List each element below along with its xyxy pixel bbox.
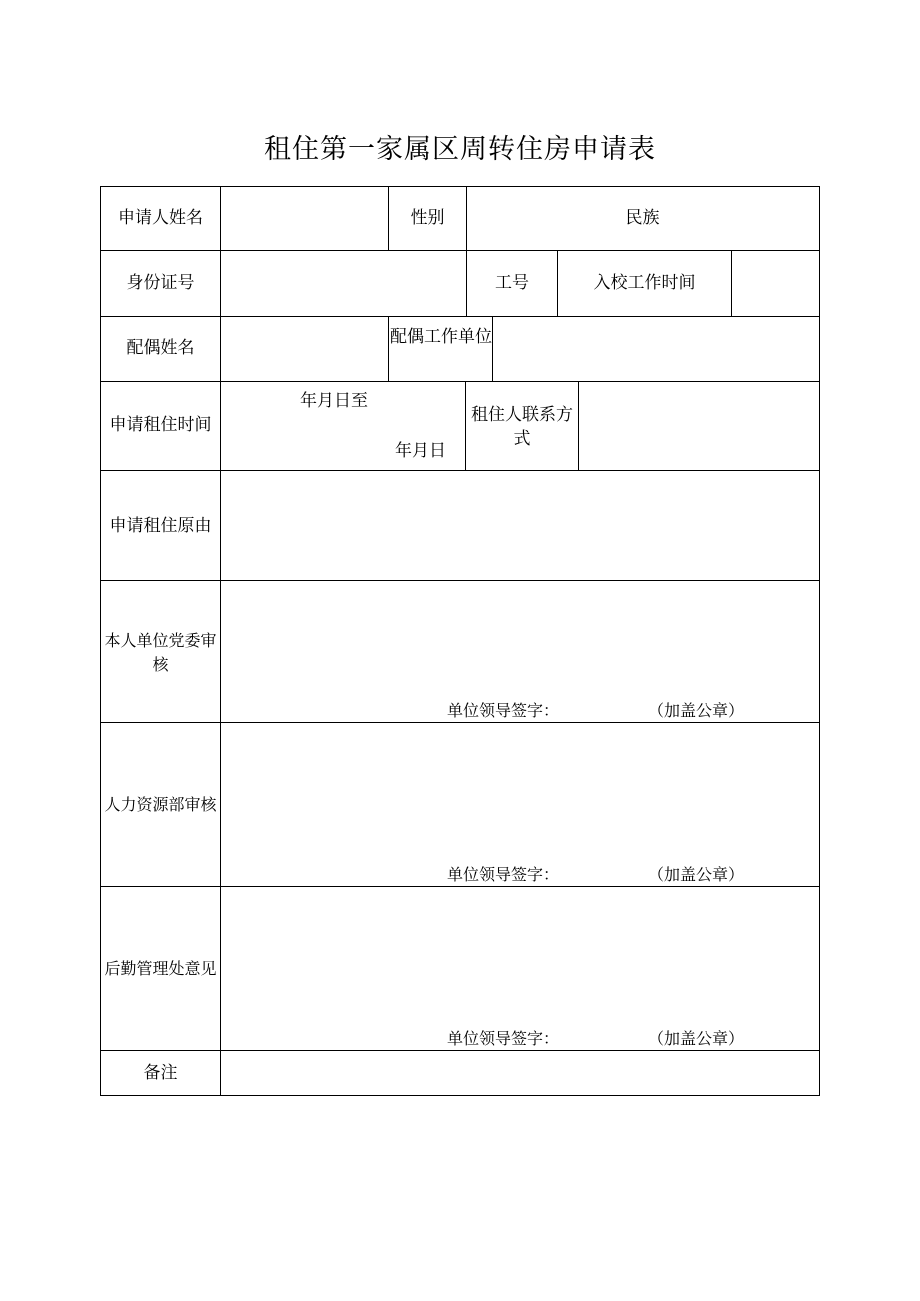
id-number-label: 身份证号 bbox=[126, 273, 195, 293]
rental-reason-field[interactable] bbox=[221, 471, 818, 580]
tenant-contact-label: 租住人联系方式 bbox=[471, 405, 573, 449]
form-title: 租住第一家属区周转住房申请表 bbox=[264, 134, 656, 165]
seal-label: （加盖公章） bbox=[648, 865, 745, 884]
cell-divider bbox=[388, 316, 389, 381]
signature-label: 单位领导签字： bbox=[447, 1029, 560, 1048]
school-entry-time-field[interactable] bbox=[732, 251, 818, 316]
seal-label: （加盖公章） bbox=[648, 1029, 745, 1048]
logistics-opinion-label: 后勤管理处意见 bbox=[104, 959, 217, 978]
tenant-contact-field[interactable] bbox=[579, 382, 818, 470]
signature-label: 单位领导签字： bbox=[447, 701, 560, 720]
signature-label: 单位领导签字： bbox=[447, 865, 560, 884]
applicant-name-label: 申请人姓名 bbox=[118, 208, 203, 228]
ethnicity-label: 民族 bbox=[625, 208, 660, 228]
spouse-work-unit-label: 配偶工作单位 bbox=[390, 327, 492, 347]
employee-no-label: 工号 bbox=[495, 273, 529, 293]
remarks-label: 备注 bbox=[143, 1063, 178, 1083]
period-from-label: 年月日至 bbox=[300, 391, 368, 411]
hr-review-field[interactable] bbox=[221, 723, 818, 886]
gender-label: 性别 bbox=[410, 208, 445, 228]
rental-reason-label: 申请租住原由 bbox=[109, 516, 212, 536]
rental-period-label: 申请租住时间 bbox=[109, 415, 212, 435]
seal-label: （加盖公章） bbox=[648, 701, 745, 720]
id-number-field[interactable] bbox=[221, 251, 466, 316]
spouse-name-label: 配偶姓名 bbox=[126, 338, 195, 358]
remarks-field[interactable] bbox=[221, 1051, 818, 1094]
school-entry-time-label: 入校工作时间 bbox=[593, 273, 696, 293]
applicant-name-field[interactable] bbox=[221, 187, 388, 250]
party-committee-review-label: 本人单位党委审核 bbox=[104, 631, 217, 674]
spouse-work-unit-field[interactable] bbox=[493, 317, 818, 381]
hr-review-label: 人力资源部审核 bbox=[104, 795, 217, 814]
period-to-label: 年月日 bbox=[395, 441, 446, 461]
logistics-opinion-field[interactable] bbox=[221, 887, 818, 1050]
spouse-name-field[interactable] bbox=[221, 317, 388, 381]
